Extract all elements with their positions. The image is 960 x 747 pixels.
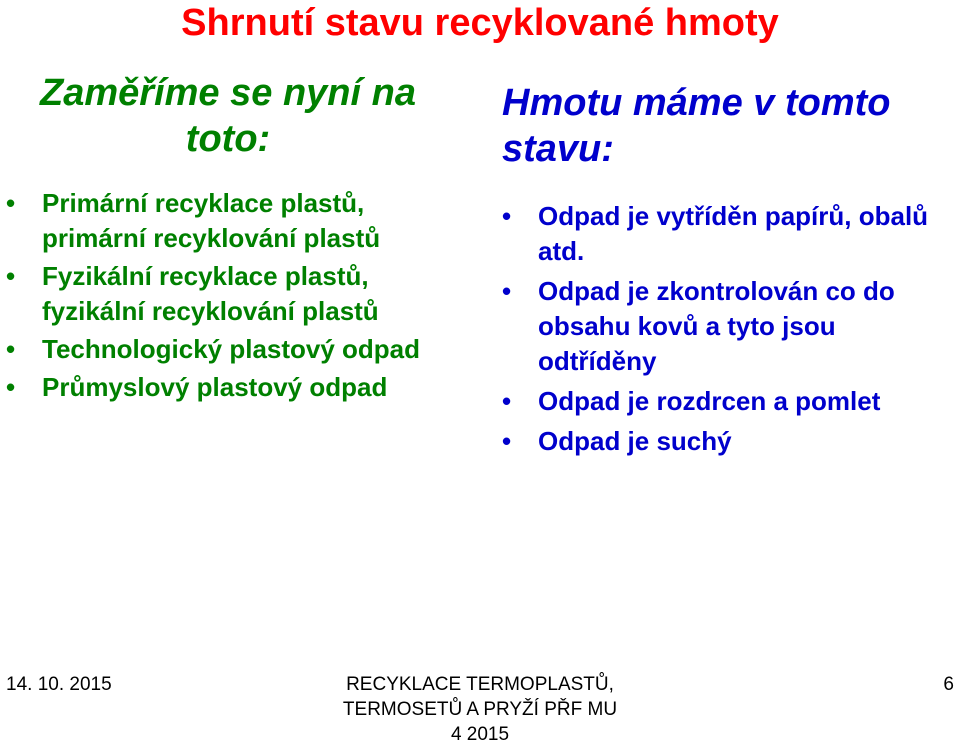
footer-page-number: 6 [943,674,954,695]
footer-course-line: 4 2015 [450,724,510,745]
right-column-heading: Hmotu máme v tomto stavu: [502,82,891,170]
bullet-icon: • [6,188,16,218]
bullet-icon: • [6,334,16,364]
list-item [0,370,462,405]
list-item [0,259,462,329]
list-item-text: Průmyslový plastový odpad [42,372,388,402]
bullet-icon: • [6,261,16,291]
list-item-text: Odpad je suchý [538,426,732,456]
left-bullet-list [0,186,462,408]
list-item [496,424,960,459]
list-item-text: Technologický plastový odpad [42,334,421,364]
list-item-text: Odpad je zkontrolován co do obsahu kovů a tyto jsou odtříděny [538,276,895,376]
bullet-icon: • [502,276,512,306]
list-item [496,274,960,379]
footer-course-title [300,672,660,747]
list-item-text: Fyzikální recyklace plastů, fyzikální recyklování plastů [42,261,379,326]
list-item [496,384,960,419]
bullet-icon: • [6,372,16,402]
footer-course-line: RECYKLACE TERMOPLASTŮ, [346,674,614,695]
footer-date: 14. 10. 2015 [6,674,112,695]
footer-course-line: TERMOSETŮ A PRYŽÍ PŘF MU [342,699,618,720]
list-item [0,186,462,256]
slide-title: Shrnutí stavu recyklované hmoty [181,2,779,44]
list-item [496,199,960,269]
left-column-heading: Zaměříme se nyní na toto: [40,72,416,160]
list-item-text: Odpad je vytříděn papírů, obalů atd. [538,201,929,266]
right-bullet-list [496,199,960,464]
list-item-text: Odpad je rozdrcen a pomlet [538,386,881,416]
list-item [0,332,462,367]
bullet-icon: • [502,201,512,231]
bullet-icon: • [502,386,512,416]
list-item-text: Primární recyklace plastů, primární recyklování plastů [42,188,381,253]
bullet-icon: • [502,426,512,456]
